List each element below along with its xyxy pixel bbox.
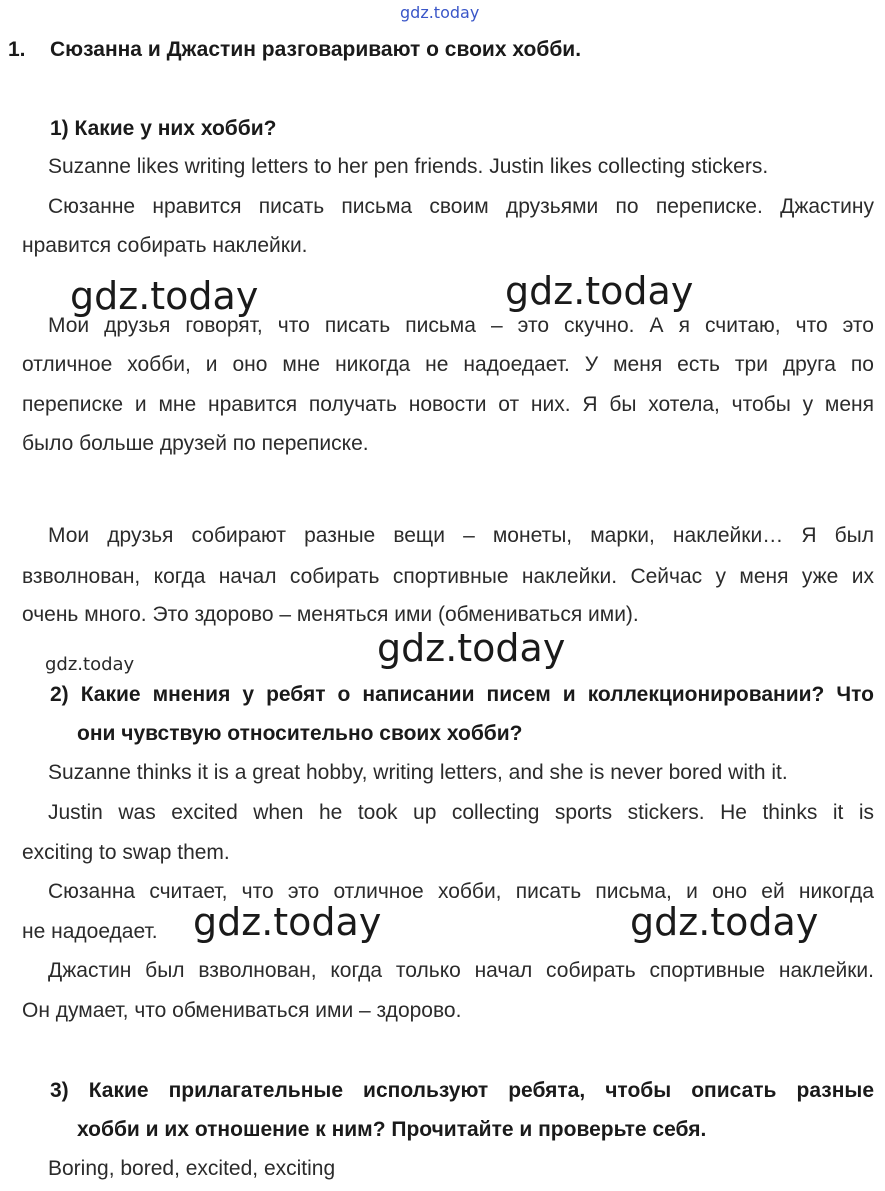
q2-russian-2-line1: Джастин был взволнован, когда только начал собирать спортивные наклейки. — [48, 959, 874, 982]
watermark-small: gdz.today — [45, 654, 135, 675]
q1-para1-line3: переписке и мне нравится получать новости от них. Я бы хотела, чтобы у меня — [22, 393, 874, 416]
q1-english: Suzanne likes writing letters to her pen friends. Justin likes collecting stickers. — [48, 155, 769, 178]
q1-para2-line2: взволнован, когда начал собирать спортивные наклейки. Сейчас у меня уже их — [22, 565, 874, 588]
q2-english-2-line1: Justin was excited when he took up collecting sports stickers. He thinks it is — [48, 801, 874, 824]
watermark: gdz.today — [70, 274, 259, 318]
q1-russian-line1: Сюзанне нравится писать письма своим друзьями по переписке. Джастину — [48, 195, 874, 218]
q2-heading-line2: они чувствую относительно своих хобби? — [77, 722, 523, 745]
q2-russian-1-line2: не надоедает. — [22, 920, 158, 943]
q1-para1-line2: отличное хобби, и оно мне никогда не надоедает. У меня есть три друга по — [22, 353, 874, 376]
watermark: gdz.today — [193, 900, 382, 944]
q2-english-2-line2: exciting to swap them. — [22, 841, 230, 864]
watermark-top: gdz.today — [400, 3, 480, 22]
q3-heading-line1: 3) Какие прилагательные используют ребята, чтобы описать разные — [50, 1079, 874, 1102]
q3-answer: Boring, bored, excited, exciting — [48, 1157, 336, 1180]
q1-para1-line4: было больше друзей по переписке. — [22, 432, 369, 455]
exercise-title: Сюзанна и Джастин разговаривают о своих хобби. — [50, 38, 582, 61]
q3-heading-line2: хобби и их отношение к ним? Прочитайте и проверьте себя. — [77, 1118, 707, 1141]
q1-para2-line1: Мои друзья собирают разные вещи – монеты, марки, наклейки… Я был — [48, 524, 874, 547]
q1-heading: 1) Какие у них хобби? — [50, 117, 277, 140]
q2-russian-2-line2: Он думает, что обмениваться ими – здорово. — [22, 999, 462, 1022]
watermark: gdz.today — [505, 269, 694, 313]
watermark: gdz.today — [377, 626, 566, 670]
q2-heading-line1: 2) Какие мнения у ребят о написании писем и коллекционировании? Что — [50, 683, 874, 706]
exercise-number: 1. — [8, 38, 26, 61]
q1-para1-line1: Мои друзья говорят, что писать письма – это скучно. А я считаю, что это — [48, 314, 874, 337]
q2-russian-1-line1: Сюзанна считает, что это отличное хобби, писать письма, и оно ей никогда — [48, 880, 874, 903]
q1-para2-line3: очень много. Это здорово – меняться ими (обмениваться ими). — [22, 603, 639, 626]
q1-russian-line2: нравится собирать наклейки. — [22, 234, 308, 257]
watermark: gdz.today — [630, 900, 819, 944]
q2-english-1: Suzanne thinks it is a great hobby, writing letters, and she is never bored with it. — [48, 761, 788, 784]
